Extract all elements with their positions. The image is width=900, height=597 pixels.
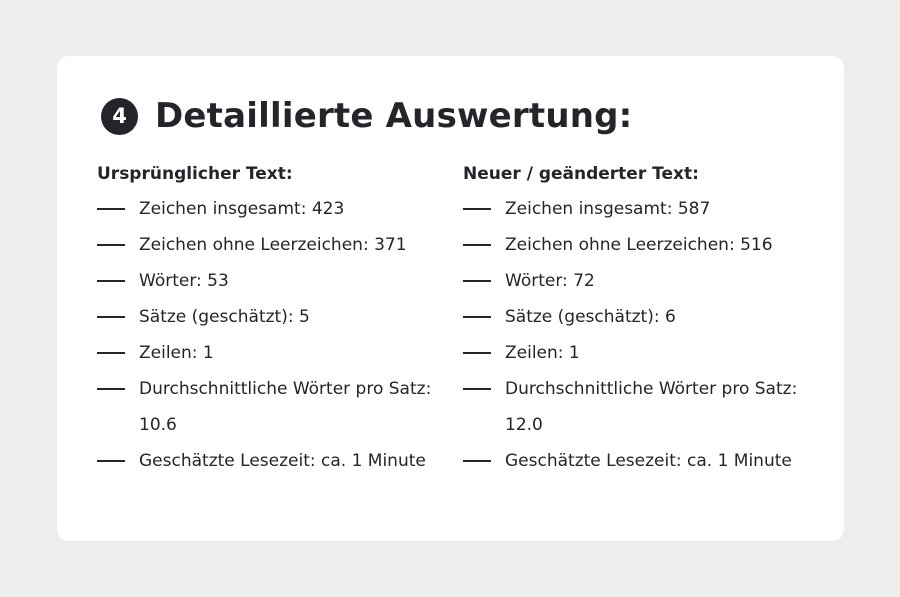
dash-bullet-icon	[463, 244, 491, 246]
dash-bullet-icon	[97, 280, 125, 282]
modified-text-column	[463, 164, 813, 479]
stat-lines: Zeilen: 1	[139, 343, 214, 363]
original-stats-list	[97, 191, 447, 479]
dash-bullet-icon	[463, 208, 491, 210]
dash-bullet-icon	[97, 352, 125, 354]
stat-item	[463, 371, 813, 443]
dash-bullet-icon	[97, 244, 125, 246]
stat-item	[463, 263, 813, 299]
stat-total-chars: Zeichen insgesamt: 587	[505, 199, 711, 219]
stat-item	[463, 443, 813, 479]
dash-bullet-icon	[97, 460, 125, 462]
stat-avg-words-per-sentence: Durchschnittliche Wörter pro Satz: 12.0	[505, 379, 798, 435]
dash-bullet-icon	[463, 280, 491, 282]
stat-reading-time: Geschätzte Lesezeit: ca. 1 Minute	[505, 451, 792, 471]
stat-avg-words-per-sentence: Durchschnittliche Wörter pro Satz: 10.6	[139, 379, 432, 435]
section-header	[101, 96, 632, 136]
stat-item	[97, 335, 447, 371]
dash-bullet-icon	[97, 316, 125, 318]
dash-bullet-icon	[463, 388, 491, 390]
stat-item	[97, 299, 447, 335]
stat-lines: Zeilen: 1	[505, 343, 580, 363]
dash-bullet-icon	[463, 352, 491, 354]
stat-item	[97, 191, 447, 227]
stat-words: Wörter: 53	[139, 271, 229, 291]
dash-bullet-icon	[97, 388, 125, 390]
stat-words: Wörter: 72	[505, 271, 595, 291]
stat-sentences: Sätze (geschätzt): 5	[139, 307, 310, 327]
section-title: Detaillierte Auswertung:	[155, 96, 633, 136]
stat-sentences: Sätze (geschätzt): 6	[505, 307, 676, 327]
stat-item	[463, 191, 813, 227]
stat-item	[463, 227, 813, 263]
stat-item	[97, 443, 447, 479]
stat-item	[97, 371, 447, 443]
original-text-heading: Ursprünglicher Text:	[97, 164, 293, 184]
stats-columns	[97, 164, 817, 505]
evaluation-card	[57, 56, 844, 541]
stat-total-chars: Zeichen insgesamt: 423	[139, 199, 345, 219]
stat-item	[97, 227, 447, 263]
original-text-column	[97, 164, 447, 479]
dash-bullet-icon	[97, 208, 125, 210]
stat-item	[97, 263, 447, 299]
step-number-badge: 4	[101, 98, 138, 135]
dash-bullet-icon	[463, 460, 491, 462]
modified-stats-list	[463, 191, 813, 479]
stat-chars-no-spaces: Zeichen ohne Leerzeichen: 516	[505, 235, 773, 255]
stat-chars-no-spaces: Zeichen ohne Leerzeichen: 371	[139, 235, 407, 255]
stat-item	[463, 335, 813, 371]
stat-item	[463, 299, 813, 335]
modified-text-heading: Neuer / geänderter Text:	[463, 164, 699, 184]
stat-reading-time: Geschätzte Lesezeit: ca. 1 Minute	[139, 451, 426, 471]
dash-bullet-icon	[463, 316, 491, 318]
